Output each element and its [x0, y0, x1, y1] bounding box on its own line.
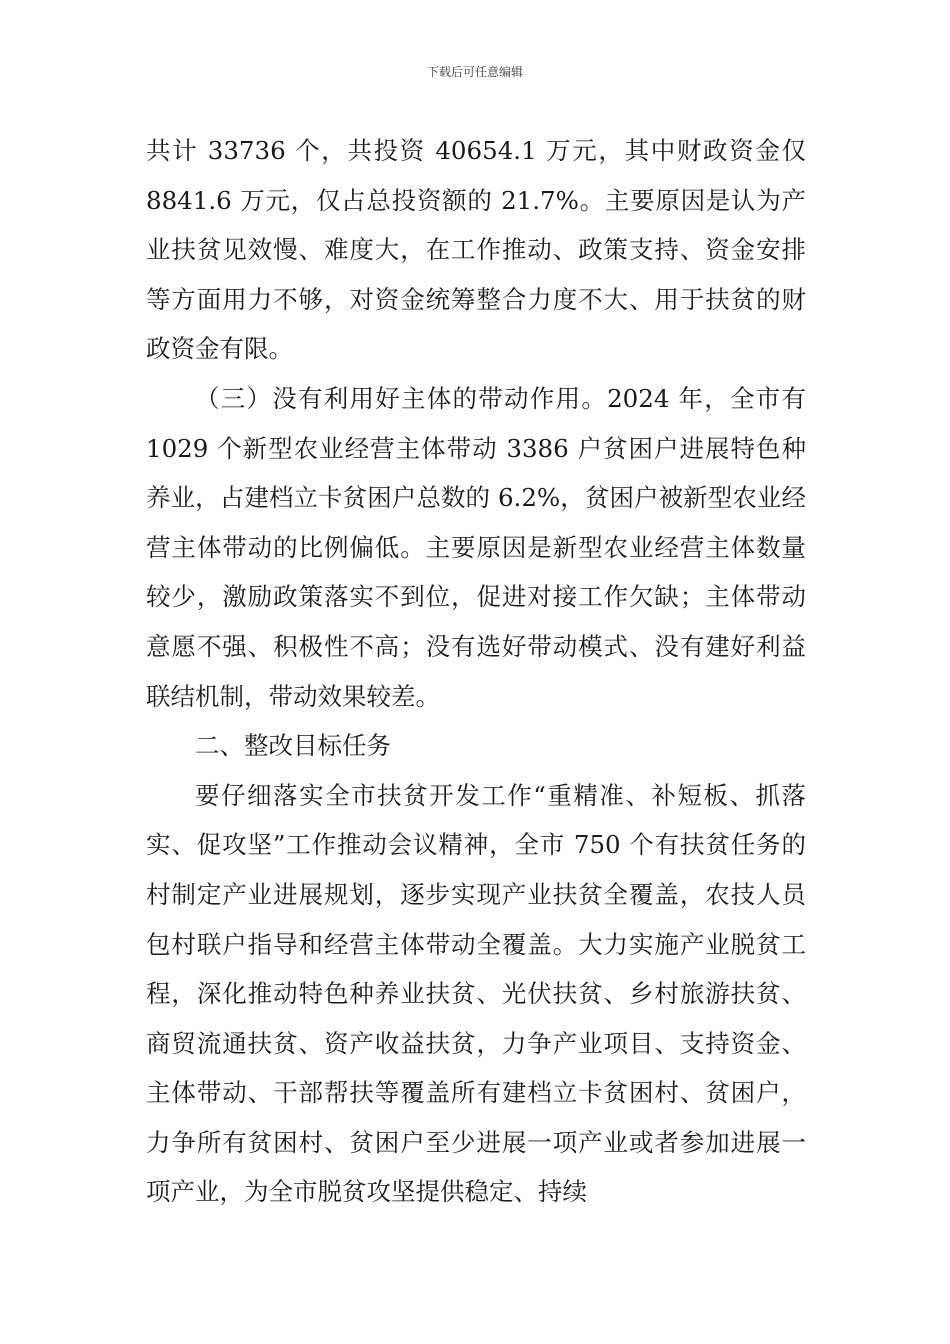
section-heading-goals: 二、整改目标任务 — [195, 731, 391, 761]
page-header-note: 下载后可任意编辑 — [426, 65, 523, 79]
document-body — [146, 126, 806, 1217]
paragraph-funding-summary: 共计 33736 个，共投资 40654.1 万元，其中财政资金仅 8841.6 万元，仅占总投资额的 21.7%。主要原因是认为产业扶贫见效慢、难度大，在工作推动、政策支持、资金安排等方面用力不够，对资金统筹整合力度不大、用于扶贫的财政资金有限。 — [146, 136, 806, 364]
paragraph-section-three: （三）没有利用好主体的带动作用。2024 年，全市有 1029 个新型农业经营主体带动 3386 户贫困户进展特色种养业，占建档立卡贫困户总数的 6.2%，贫困户被新型农业经营主体带动的比例偏低。主要原因是新型农业经营主体数量较少，激励政策落实不到位，促进对接工作欠缺；主体带动意愿不强、积极性不高；没有选好带动模式、没有建好利益联结机制，带动效果较差。 — [146, 383, 806, 711]
paragraph-goals-detail: 要仔细落实全市扶贫开发工作“重精准、补短板、抓落实、促攻坚”工作推动会议精神，全市 750 个有扶贫任务的村制定产业进展规划，逐步实现产业扶贫全覆盖，农技人员包村联户指导和经营主体带动全覆盖。大力实施产业脱贫工程，深化推动特色种养业扶贫、光伏扶贫、乡村旅游扶贫、商贸流通扶贫、资产收益扶贫，力争产业项目、支持资金、主体带动、干部帮扶等覆盖所有建档立卡贫困村、贫困户，力争所有贫困村、贫困户至少进展一项产业或者参加进展一项产业，为全市脱贫攻坚提供稳定、持续 — [146, 780, 806, 1207]
